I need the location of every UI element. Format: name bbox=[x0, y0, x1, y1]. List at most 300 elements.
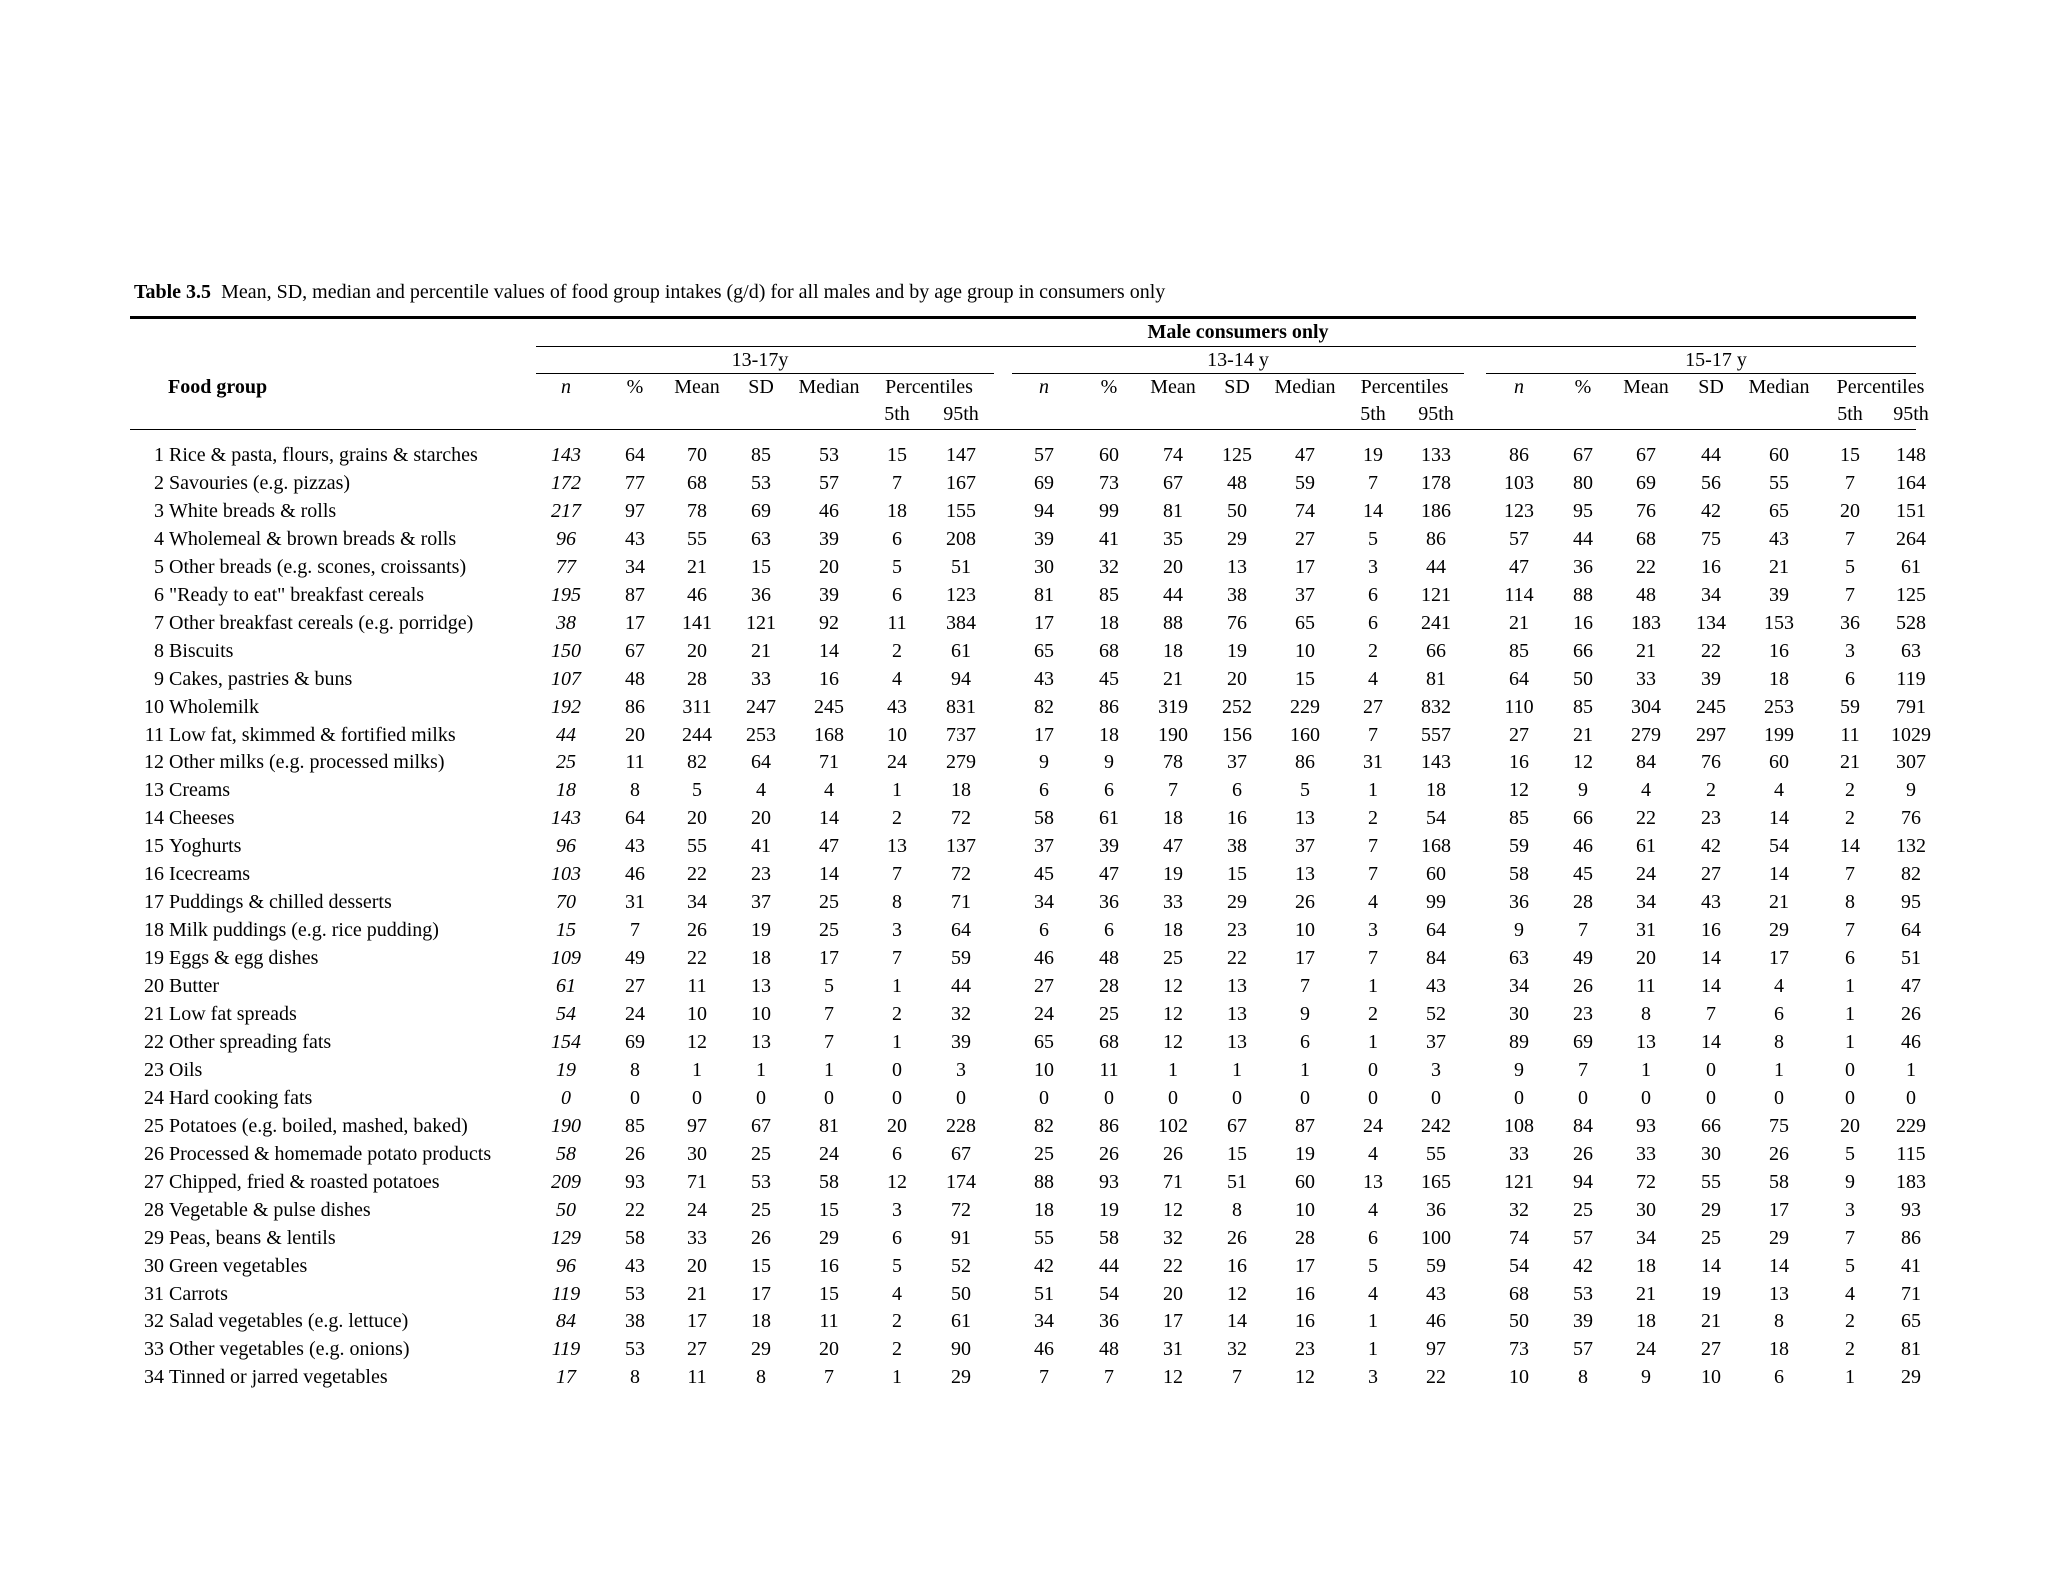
col-header-pct-13-14: % bbox=[1100, 376, 1118, 398]
cell-p95-13-14: 168 bbox=[1421, 835, 1451, 858]
cell-n-13-17: 195 bbox=[551, 583, 581, 606]
cell-sd-13-14: 29 bbox=[1227, 891, 1247, 914]
cell-p95-13-14: 46 bbox=[1426, 1310, 1446, 1333]
cell-median-15-17: 29 bbox=[1769, 919, 1789, 942]
cell-median-13-14: 86 bbox=[1295, 751, 1315, 774]
cell-pct-13-17: 8 bbox=[630, 1366, 640, 1389]
cell-mean-13-17: 17 bbox=[687, 1310, 707, 1333]
cell-p5-15-17: 5 bbox=[1845, 1254, 1855, 1277]
cell-n-13-14: 88 bbox=[1034, 1170, 1054, 1193]
cell-p95-15-17: 1 bbox=[1906, 1058, 1916, 1081]
cell-p5-13-14: 5 bbox=[1368, 1254, 1378, 1277]
cell-pct-15-17: 36 bbox=[1573, 555, 1593, 578]
cell-mean-13-17: 21 bbox=[687, 555, 707, 578]
cell-n-13-17: 217 bbox=[551, 499, 581, 522]
cell-pct-13-14: 32 bbox=[1099, 555, 1119, 578]
cell-pct-13-17: 93 bbox=[625, 1170, 645, 1193]
cell-n-13-14: 65 bbox=[1034, 639, 1054, 662]
cell-median-15-17: 60 bbox=[1769, 751, 1789, 774]
cell-sd-13-14: 15 bbox=[1227, 1142, 1247, 1165]
cell-median-13-17: 4 bbox=[824, 779, 834, 802]
cell-n-13-14: 30 bbox=[1034, 555, 1054, 578]
cell-sd-13-17: 53 bbox=[751, 471, 771, 494]
cell-n-13-17: 103 bbox=[551, 863, 581, 886]
cell-pct-15-17: 45 bbox=[1573, 863, 1593, 886]
cell-p95-13-14: 52 bbox=[1426, 1003, 1446, 1025]
cell-mean-13-14: 88 bbox=[1163, 611, 1183, 634]
cell-pct-13-14: 48 bbox=[1099, 1338, 1119, 1361]
cell-sd-13-17: 1 bbox=[756, 1058, 766, 1081]
cell-sd-13-17: 15 bbox=[751, 555, 771, 578]
cell-n-13-14: 0 bbox=[1039, 1086, 1049, 1109]
col-header-p95-15-17: 95th bbox=[1893, 403, 1929, 425]
cell-pct-15-17: 42 bbox=[1573, 1254, 1593, 1277]
cell-pct-15-17: 44 bbox=[1573, 527, 1593, 550]
cell-pct-15-17: 94 bbox=[1573, 1170, 1593, 1193]
row-number: 3 bbox=[154, 499, 164, 522]
cell-median-13-17: 168 bbox=[814, 723, 844, 746]
cell-n-13-17: 143 bbox=[551, 444, 581, 466]
cell-p5-15-17: 59 bbox=[1840, 695, 1860, 718]
cell-mean-13-17: 20 bbox=[687, 807, 707, 830]
cell-sd-13-17: 17 bbox=[751, 1282, 771, 1305]
cell-p5-15-17: 2 bbox=[1845, 779, 1855, 802]
col-header-sd-13-14: SD bbox=[1224, 376, 1250, 398]
row-number: 16 bbox=[144, 863, 164, 886]
cell-n-15-17: 30 bbox=[1509, 1003, 1529, 1025]
cell-p5-13-14: 27 bbox=[1363, 695, 1383, 718]
cell-mean-15-17: 33 bbox=[1636, 667, 1656, 690]
cell-mean-13-14: 18 bbox=[1163, 639, 1183, 662]
cell-sd-13-17: 121 bbox=[746, 611, 776, 634]
cell-p95-13-14: 59 bbox=[1426, 1254, 1446, 1277]
food-group-name: Puddings & chilled desserts bbox=[169, 891, 392, 914]
cell-mean-13-14: 22 bbox=[1163, 1254, 1183, 1277]
cell-p5-13-17: 8 bbox=[892, 891, 902, 914]
cell-mean-13-14: 35 bbox=[1163, 527, 1183, 550]
cell-n-13-14: 69 bbox=[1034, 471, 1054, 494]
cell-pct-13-14: 18 bbox=[1099, 723, 1119, 746]
cell-n-13-14: 45 bbox=[1034, 863, 1054, 886]
cell-sd-15-17: 16 bbox=[1701, 919, 1721, 942]
cell-median-13-17: 11 bbox=[819, 1310, 839, 1333]
cell-pct-13-17: 58 bbox=[625, 1226, 645, 1249]
food-group-name: Eggs & egg dishes bbox=[169, 947, 319, 970]
food-group-name: Oils bbox=[169, 1058, 203, 1081]
cell-pct-15-17: 28 bbox=[1573, 891, 1593, 914]
cell-p95-15-17: 47 bbox=[1901, 975, 1921, 998]
cell-median-15-17: 8 bbox=[1774, 1310, 1784, 1333]
cell-p5-15-17: 1 bbox=[1845, 1030, 1855, 1053]
cell-p95-13-17: 147 bbox=[946, 444, 976, 466]
cell-pct-13-14: 6 bbox=[1104, 919, 1114, 942]
cell-median-15-17: 1 bbox=[1774, 1058, 1784, 1081]
cell-pct-13-14: 47 bbox=[1099, 863, 1119, 886]
cell-pct-13-14: 68 bbox=[1099, 1030, 1119, 1053]
cell-p5-15-17: 7 bbox=[1845, 919, 1855, 942]
cell-p5-13-17: 1 bbox=[892, 975, 902, 998]
cell-p95-15-17: 51 bbox=[1901, 947, 1921, 970]
cell-p5-13-17: 1 bbox=[892, 779, 902, 802]
cell-p5-13-17: 12 bbox=[887, 1170, 907, 1193]
cell-median-13-17: 17 bbox=[819, 947, 839, 970]
food-group-name: Icecreams bbox=[169, 863, 251, 886]
cell-p95-13-17: 0 bbox=[956, 1086, 966, 1109]
cell-n-13-17: 15 bbox=[556, 919, 576, 942]
cell-pct-13-14: 39 bbox=[1099, 835, 1119, 858]
cell-sd-13-14: 19 bbox=[1227, 639, 1247, 662]
cell-median-15-17: 6 bbox=[1774, 1366, 1784, 1389]
cell-p5-13-14: 13 bbox=[1363, 1170, 1383, 1193]
cell-p5-13-14: 31 bbox=[1363, 751, 1383, 774]
col-header-p5-13-14: 5th bbox=[1360, 403, 1386, 425]
cell-sd-15-17: 43 bbox=[1701, 891, 1721, 914]
cell-p95-13-17: 208 bbox=[946, 527, 976, 550]
cell-p95-13-17: 72 bbox=[951, 863, 971, 886]
cell-median-15-17: 39 bbox=[1769, 583, 1789, 606]
cell-p95-13-14: 178 bbox=[1421, 471, 1451, 494]
cell-n-13-14: 82 bbox=[1034, 695, 1054, 718]
cell-p95-13-17: 94 bbox=[951, 667, 971, 690]
cell-mean-13-17: 46 bbox=[687, 583, 707, 606]
cell-p5-13-14: 2 bbox=[1368, 639, 1378, 662]
cell-p5-13-14: 7 bbox=[1368, 835, 1378, 858]
table-row bbox=[0, 1196, 2048, 1224]
cell-sd-15-17: 34 bbox=[1701, 583, 1721, 606]
row-number: 27 bbox=[144, 1170, 164, 1193]
row-number: 25 bbox=[144, 1114, 164, 1137]
cell-n-13-14: 58 bbox=[1034, 807, 1054, 830]
cell-median-15-17: 55 bbox=[1769, 471, 1789, 494]
cell-pct-15-17: 66 bbox=[1573, 639, 1593, 662]
cell-mean-15-17: 18 bbox=[1636, 1310, 1656, 1333]
cell-median-13-14: 13 bbox=[1295, 807, 1315, 830]
cell-n-15-17: 103 bbox=[1504, 471, 1534, 494]
cell-sd-13-14: 29 bbox=[1227, 527, 1247, 550]
cell-p5-13-14: 4 bbox=[1368, 891, 1378, 914]
cell-p95-13-17: 29 bbox=[951, 1366, 971, 1389]
cell-sd-15-17: 27 bbox=[1701, 1338, 1721, 1361]
cell-p5-13-17: 0 bbox=[892, 1058, 902, 1081]
cell-p5-13-14: 24 bbox=[1363, 1114, 1383, 1137]
cell-n-15-17: 123 bbox=[1504, 499, 1534, 522]
cell-n-13-14: 34 bbox=[1034, 1310, 1054, 1333]
cell-n-13-14: 57 bbox=[1034, 444, 1054, 466]
cell-pct-15-17: 16 bbox=[1573, 611, 1593, 634]
cell-pct-13-17: 67 bbox=[625, 639, 645, 662]
cell-pct-15-17: 26 bbox=[1573, 975, 1593, 998]
cell-median-13-14: 7 bbox=[1300, 975, 1310, 998]
cell-pct-15-17: 8 bbox=[1578, 1366, 1588, 1389]
cell-mean-13-14: 12 bbox=[1163, 1366, 1183, 1389]
cell-pct-13-14: 9 bbox=[1104, 751, 1114, 774]
cell-median-13-17: 15 bbox=[819, 1198, 839, 1221]
cell-pct-13-17: 20 bbox=[625, 723, 645, 746]
cell-median-15-17: 58 bbox=[1769, 1170, 1789, 1193]
cell-mean-13-14: 319 bbox=[1158, 695, 1188, 718]
col-header-median-15-17: Median bbox=[1748, 376, 1810, 398]
table-row bbox=[0, 1112, 2048, 1140]
cell-p95-15-17: 183 bbox=[1896, 1170, 1926, 1193]
cell-p5-13-17: 43 bbox=[887, 695, 907, 718]
cell-sd-15-17: 21 bbox=[1701, 1310, 1721, 1333]
cell-n-15-17: 34 bbox=[1509, 975, 1529, 998]
row-number: 15 bbox=[144, 835, 164, 858]
cell-mean-15-17: 34 bbox=[1636, 891, 1656, 914]
cell-p95-13-17: 67 bbox=[951, 1142, 971, 1165]
cell-n-15-17: 74 bbox=[1509, 1226, 1529, 1249]
cell-pct-15-17: 95 bbox=[1573, 499, 1593, 522]
cell-n-13-14: 94 bbox=[1034, 499, 1054, 522]
cell-median-13-14: 10 bbox=[1295, 639, 1315, 662]
table-row bbox=[0, 1084, 2048, 1112]
food-group-header: Food group bbox=[168, 376, 268, 398]
food-group-name: Low fat spreads bbox=[169, 1003, 297, 1025]
cell-n-15-17: 50 bbox=[1509, 1310, 1529, 1333]
cell-sd-13-14: 51 bbox=[1227, 1170, 1247, 1193]
cell-pct-15-17: 46 bbox=[1573, 835, 1593, 858]
cell-p5-13-17: 20 bbox=[887, 1114, 907, 1137]
food-group-name: Potatoes (e.g. boiled, mashed, baked) bbox=[169, 1114, 468, 1137]
cell-mean-15-17: 61 bbox=[1636, 835, 1656, 858]
cell-median-13-14: 87 bbox=[1295, 1114, 1315, 1137]
cell-mean-15-17: 304 bbox=[1631, 695, 1661, 718]
cell-n-13-17: 54 bbox=[556, 1003, 576, 1025]
cell-sd-13-17: 8 bbox=[756, 1366, 766, 1389]
cell-median-13-14: 9 bbox=[1300, 1003, 1310, 1025]
cell-pct-13-17: 22 bbox=[625, 1198, 645, 1221]
cell-pct-13-14: 60 bbox=[1099, 444, 1119, 466]
cell-mean-13-17: 22 bbox=[687, 863, 707, 886]
cell-p5-13-17: 6 bbox=[892, 1226, 902, 1249]
cell-p5-13-17: 2 bbox=[892, 1310, 902, 1333]
col-header-n-15-17: n bbox=[1514, 376, 1524, 398]
cell-mean-13-17: 55 bbox=[687, 835, 707, 858]
cell-pct-13-14: 86 bbox=[1099, 1114, 1119, 1137]
cell-mean-15-17: 13 bbox=[1636, 1030, 1656, 1053]
cell-n-13-14: 46 bbox=[1034, 1338, 1054, 1361]
cell-median-15-17: 4 bbox=[1774, 779, 1784, 802]
cell-pct-13-14: 85 bbox=[1099, 583, 1119, 606]
row-number: 20 bbox=[144, 975, 164, 998]
cell-mean-13-17: 20 bbox=[687, 639, 707, 662]
cell-p95-13-17: 155 bbox=[946, 499, 976, 522]
food-group-name: "Ready to eat" breakfast cereals bbox=[169, 583, 425, 606]
cell-sd-13-17: 18 bbox=[751, 947, 771, 970]
cell-mean-13-14: 18 bbox=[1163, 919, 1183, 942]
cell-n-13-14: 6 bbox=[1039, 779, 1049, 802]
cell-p5-15-17: 6 bbox=[1845, 667, 1855, 690]
food-group-name: Cakes, pastries & buns bbox=[169, 667, 353, 690]
cell-n-13-14: 55 bbox=[1034, 1226, 1054, 1249]
cell-p5-13-17: 2 bbox=[892, 807, 902, 830]
cell-p5-13-14: 1 bbox=[1368, 975, 1378, 998]
cell-p5-13-14: 19 bbox=[1363, 444, 1383, 466]
cell-p95-13-14: 60 bbox=[1426, 863, 1446, 886]
cell-n-13-14: 42 bbox=[1034, 1254, 1054, 1277]
cell-p95-13-14: 18 bbox=[1426, 779, 1446, 802]
cell-median-13-14: 23 bbox=[1295, 1338, 1315, 1361]
cell-mean-13-17: 71 bbox=[687, 1170, 707, 1193]
cell-n-13-17: 190 bbox=[551, 1114, 581, 1137]
cell-median-15-17: 14 bbox=[1769, 863, 1789, 886]
table-row bbox=[0, 860, 2048, 888]
cell-p5-13-17: 7 bbox=[892, 863, 902, 886]
cell-n-13-14: 37 bbox=[1034, 835, 1054, 858]
cell-p95-15-17: 164 bbox=[1896, 471, 1926, 494]
cell-p5-13-17: 2 bbox=[892, 639, 902, 662]
cell-p95-15-17: 119 bbox=[1896, 667, 1926, 690]
cell-pct-13-14: 36 bbox=[1099, 891, 1119, 914]
cell-n-13-14: 43 bbox=[1034, 667, 1054, 690]
cell-mean-13-14: 26 bbox=[1163, 1142, 1183, 1165]
cell-sd-13-17: 20 bbox=[751, 807, 771, 830]
cell-sd-13-17: 25 bbox=[751, 1142, 771, 1165]
cell-mean-13-14: 21 bbox=[1163, 667, 1183, 690]
food-group-name: Low fat, skimmed & fortified milks bbox=[169, 723, 456, 746]
cell-mean-15-17: 93 bbox=[1636, 1114, 1656, 1137]
cell-pct-15-17: 84 bbox=[1573, 1114, 1593, 1137]
cell-p95-13-17: 52 bbox=[951, 1254, 971, 1277]
cell-p95-15-17: 26 bbox=[1901, 1003, 1921, 1025]
cell-sd-15-17: 25 bbox=[1701, 1226, 1721, 1249]
cell-sd-15-17: 66 bbox=[1701, 1114, 1721, 1137]
cell-pct-13-14: 61 bbox=[1099, 807, 1119, 830]
row-number: 21 bbox=[144, 1003, 164, 1025]
cell-n-15-17: 121 bbox=[1504, 1170, 1534, 1193]
cell-mean-13-17: 141 bbox=[682, 611, 712, 634]
cell-p95-15-17: 115 bbox=[1896, 1142, 1926, 1165]
cell-mean-13-14: 47 bbox=[1163, 835, 1183, 858]
cell-p95-13-17: 174 bbox=[946, 1170, 976, 1193]
food-group-name: Biscuits bbox=[169, 639, 234, 662]
cell-pct-13-14: 44 bbox=[1099, 1254, 1119, 1277]
cell-p5-15-17: 15 bbox=[1840, 444, 1860, 466]
group-header-15-17: 15-17 y bbox=[1685, 349, 1747, 371]
cell-p95-15-17: 81 bbox=[1901, 1338, 1921, 1361]
cell-p95-15-17: 148 bbox=[1896, 444, 1926, 466]
col-header-n-13-14: n bbox=[1039, 376, 1049, 398]
table-row bbox=[0, 1028, 2048, 1056]
cell-sd-13-14: 50 bbox=[1227, 499, 1247, 522]
cell-pct-13-17: 8 bbox=[630, 779, 640, 802]
group-header-13-17: 13-17y bbox=[731, 349, 789, 371]
cell-pct-15-17: 57 bbox=[1573, 1338, 1593, 1361]
table-row bbox=[0, 441, 2048, 469]
cell-p5-15-17: 0 bbox=[1845, 1058, 1855, 1081]
cell-sd-13-17: 41 bbox=[751, 835, 771, 858]
cell-p5-15-17: 6 bbox=[1845, 947, 1855, 970]
cell-pct-13-14: 26 bbox=[1099, 1142, 1119, 1165]
cell-sd-13-17: 85 bbox=[751, 444, 771, 466]
cell-median-13-14: 16 bbox=[1295, 1282, 1315, 1305]
cell-n-15-17: 64 bbox=[1509, 667, 1529, 690]
cell-n-13-14: 10 bbox=[1034, 1058, 1054, 1081]
cell-p95-15-17: 76 bbox=[1901, 807, 1921, 830]
cell-n-15-17: 59 bbox=[1509, 835, 1529, 858]
cell-median-13-14: 17 bbox=[1295, 947, 1315, 970]
cell-p5-15-17: 7 bbox=[1845, 863, 1855, 886]
food-group-name: Other breads (e.g. scones, croissants) bbox=[169, 555, 467, 578]
cell-sd-15-17: 42 bbox=[1701, 835, 1721, 858]
cell-mean-15-17: 22 bbox=[1636, 807, 1656, 830]
cell-p95-13-17: 123 bbox=[946, 583, 976, 606]
cell-median-13-14: 74 bbox=[1295, 499, 1315, 522]
row-number: 29 bbox=[144, 1226, 164, 1249]
cell-p95-15-17: 264 bbox=[1896, 527, 1926, 550]
cell-sd-15-17: 2 bbox=[1706, 779, 1716, 802]
cell-p95-13-17: 71 bbox=[951, 891, 971, 914]
cell-p5-13-14: 1 bbox=[1368, 1030, 1378, 1053]
cell-sd-15-17: 42 bbox=[1701, 499, 1721, 522]
cell-sd-13-17: 25 bbox=[751, 1198, 771, 1221]
cell-pct-13-17: 27 bbox=[625, 975, 645, 998]
cell-pct-15-17: 9 bbox=[1578, 779, 1588, 802]
col-header-n-13-17: n bbox=[561, 376, 571, 398]
cell-sd-13-17: 26 bbox=[751, 1226, 771, 1249]
cell-sd-15-17: 10 bbox=[1701, 1366, 1721, 1389]
cell-pct-13-17: 43 bbox=[625, 527, 645, 550]
cell-median-13-17: 20 bbox=[819, 1338, 839, 1361]
cell-n-13-14: 82 bbox=[1034, 1114, 1054, 1137]
row-number: 11 bbox=[144, 723, 164, 746]
cell-mean-15-17: 30 bbox=[1636, 1198, 1656, 1221]
cell-n-15-17: 9 bbox=[1514, 1058, 1524, 1081]
cell-p95-15-17: 9 bbox=[1906, 779, 1916, 802]
cell-mean-15-17: 24 bbox=[1636, 1338, 1656, 1361]
cell-mean-13-17: 68 bbox=[687, 471, 707, 494]
cell-median-15-17: 65 bbox=[1769, 499, 1789, 522]
cell-pct-13-14: 45 bbox=[1099, 667, 1119, 690]
cell-p5-15-17: 2 bbox=[1845, 1310, 1855, 1333]
cell-median-13-17: 71 bbox=[819, 751, 839, 774]
col-header-median-13-14: Median bbox=[1274, 376, 1336, 398]
cell-sd-13-14: 67 bbox=[1227, 1114, 1247, 1137]
cell-p95-13-17: 51 bbox=[951, 555, 971, 578]
cell-n-13-17: 209 bbox=[551, 1170, 581, 1193]
cell-p5-13-17: 5 bbox=[892, 555, 902, 578]
cell-mean-13-17: 22 bbox=[687, 947, 707, 970]
cell-mean-13-14: 20 bbox=[1163, 555, 1183, 578]
table-row bbox=[0, 1307, 2048, 1335]
cell-pct-15-17: 12 bbox=[1573, 751, 1593, 774]
cell-median-13-17: 81 bbox=[819, 1114, 839, 1137]
cell-mean-13-17: 30 bbox=[687, 1142, 707, 1165]
table-row bbox=[0, 776, 2048, 804]
row-number: 23 bbox=[144, 1058, 164, 1081]
cell-n-15-17: 9 bbox=[1514, 919, 1524, 942]
food-group-name: Cheeses bbox=[169, 807, 235, 830]
cell-mean-13-14: 1 bbox=[1168, 1058, 1178, 1081]
cell-sd-13-17: 29 bbox=[751, 1338, 771, 1361]
col-header-percentiles-13-14: Percentiles bbox=[1360, 376, 1449, 398]
row-number: 1 bbox=[154, 444, 164, 466]
cell-p5-13-17: 5 bbox=[892, 1254, 902, 1277]
cell-p5-15-17: 11 bbox=[1840, 723, 1860, 746]
col-header-sd-13-17: SD bbox=[748, 376, 774, 398]
cell-sd-13-14: 13 bbox=[1227, 975, 1247, 998]
cell-median-15-17: 14 bbox=[1769, 807, 1789, 830]
cell-median-13-17: 46 bbox=[819, 499, 839, 522]
cell-p95-13-14: 121 bbox=[1421, 583, 1451, 606]
table-row bbox=[0, 1168, 2048, 1196]
cell-mean-15-17: 72 bbox=[1636, 1170, 1656, 1193]
cell-median-13-17: 20 bbox=[819, 555, 839, 578]
row-number: 5 bbox=[154, 555, 164, 578]
cell-mean-15-17: 20 bbox=[1636, 947, 1656, 970]
food-group-name: Yoghurts bbox=[169, 835, 242, 858]
cell-n-13-14: 7 bbox=[1039, 1366, 1049, 1389]
